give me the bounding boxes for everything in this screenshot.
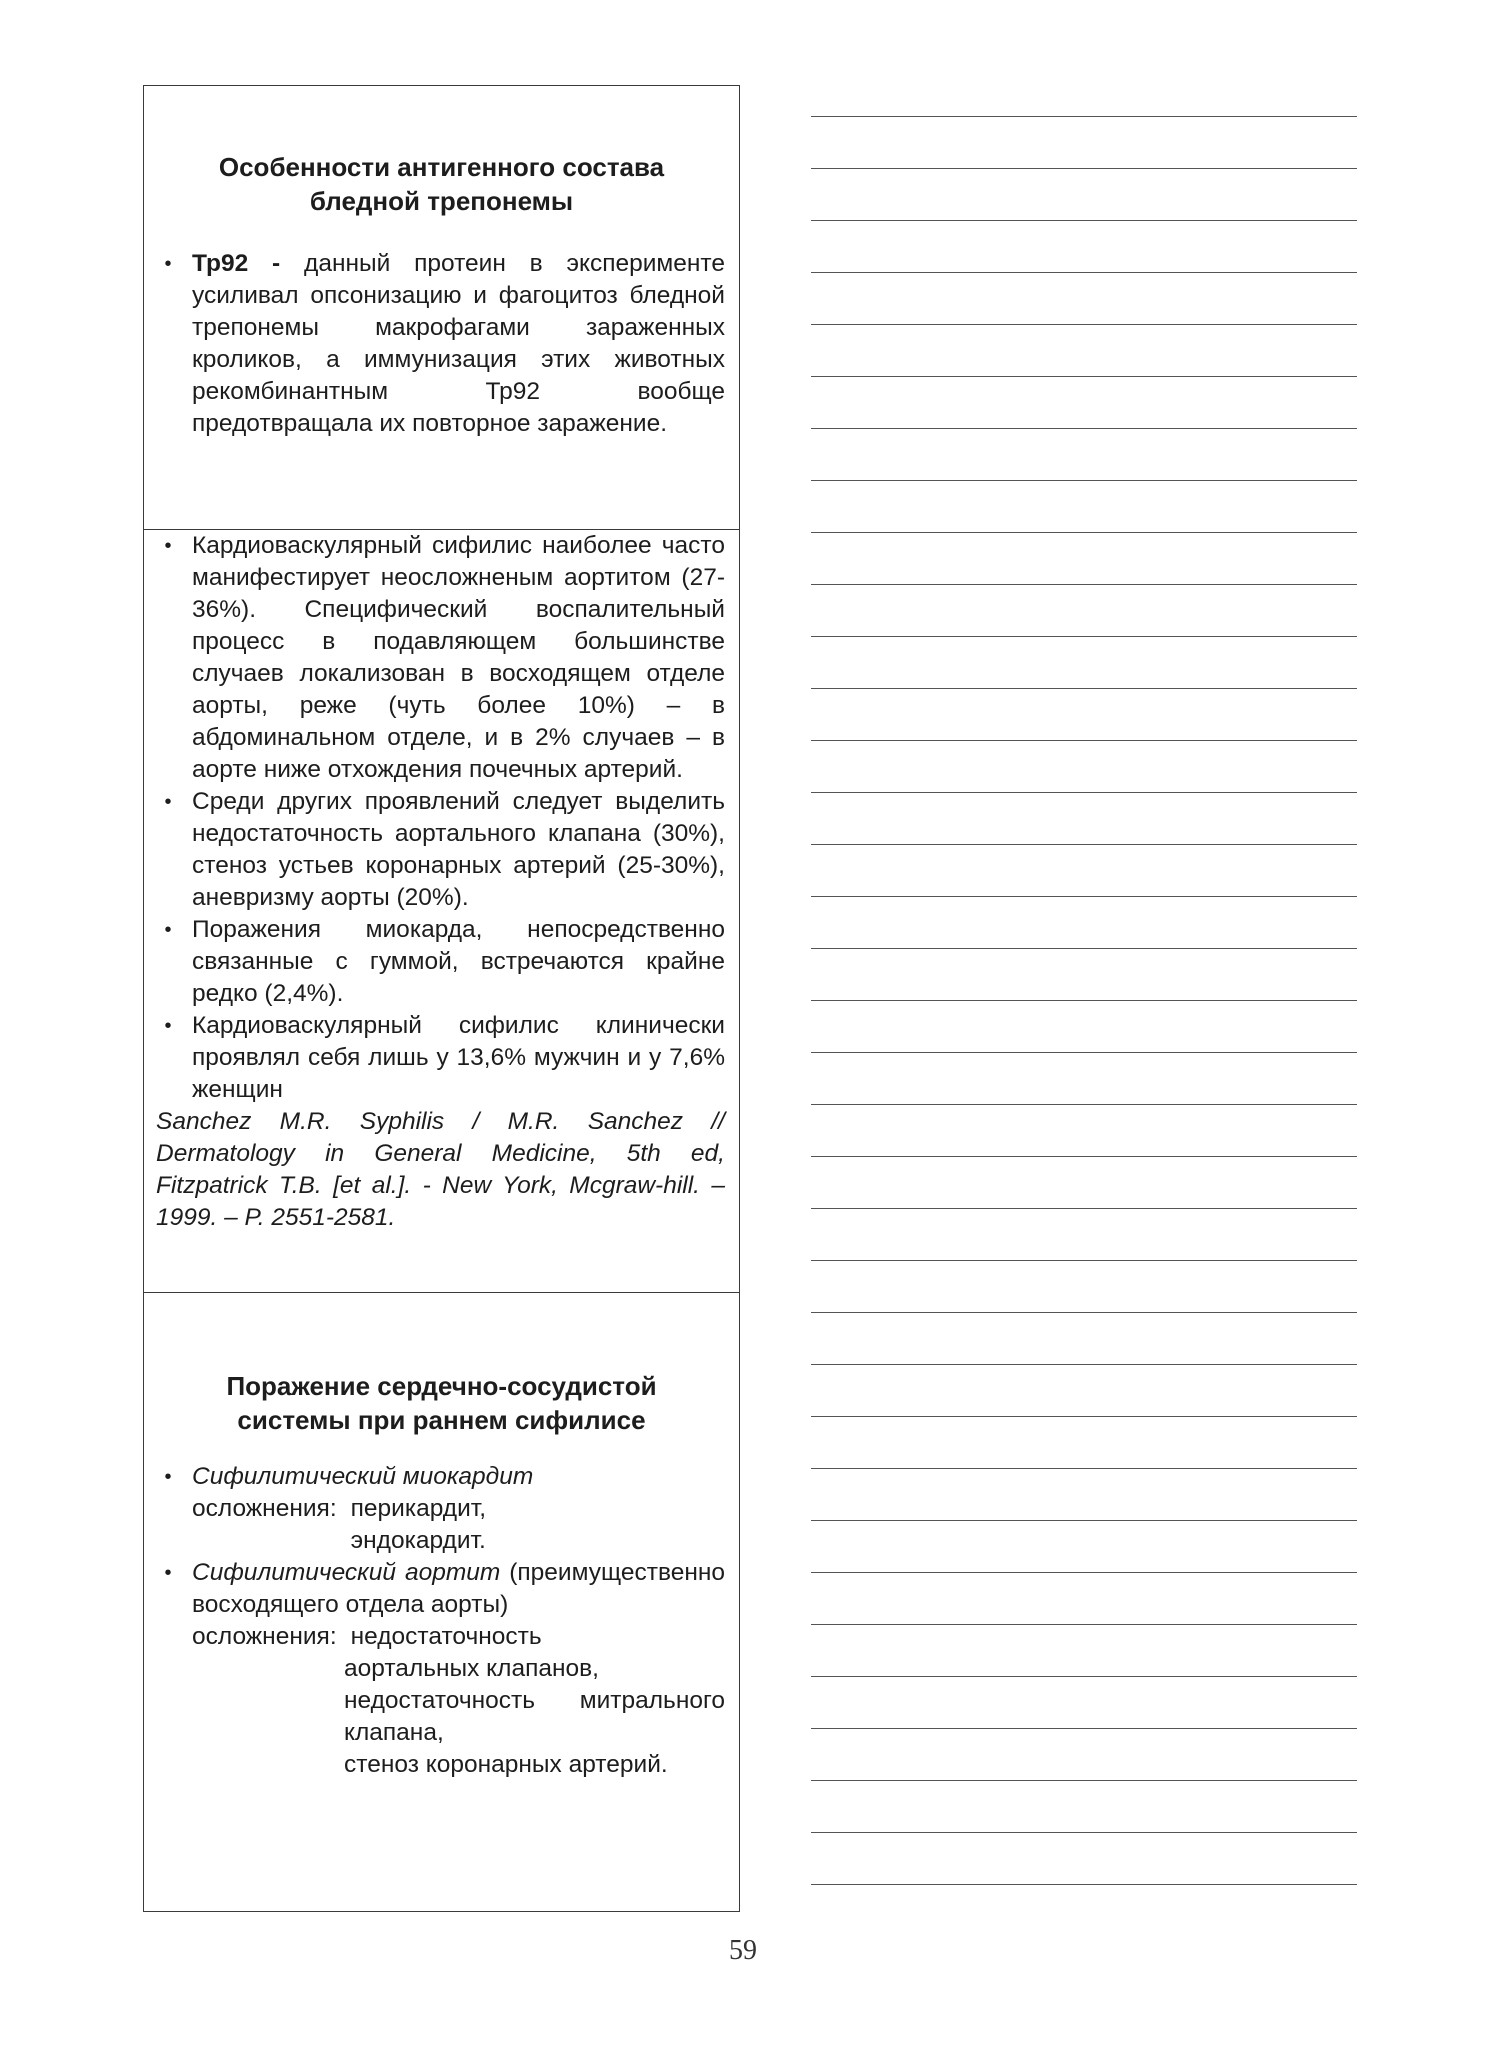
complications-label: осложнения: <box>192 1495 337 1522</box>
note-line <box>811 1260 1357 1261</box>
note-line <box>811 1624 1357 1625</box>
bullet-icon: • <box>164 1562 172 1584</box>
note-line <box>811 116 1357 117</box>
note-line <box>811 1208 1357 1209</box>
note-line <box>811 376 1357 377</box>
early-syphilis-section <box>143 1292 740 1912</box>
note-line <box>811 1364 1357 1365</box>
note-line <box>811 1468 1357 1469</box>
complication-value: перикардит, <box>350 1495 487 1522</box>
aortitis-item <box>144 1557 739 1653</box>
complication-value: эндокардит. <box>350 1527 486 1554</box>
bullet-icon: • <box>164 1466 172 1488</box>
note-line <box>811 428 1357 429</box>
note-line <box>811 1572 1357 1573</box>
cardiovascular-facts-section <box>143 529 740 1293</box>
bullet-icon: • <box>164 791 172 813</box>
complication-value: стеноз коронарных артерий. <box>344 1751 668 1778</box>
note-line <box>811 1416 1357 1417</box>
note-line <box>811 1780 1357 1781</box>
note-line <box>811 948 1357 949</box>
early-title-line-1: Поражение сердечно-сосудистой <box>226 1371 657 1401</box>
early-syphilis-title <box>144 1369 739 1437</box>
complications-label: осложнения: <box>192 1623 337 1650</box>
cardio-item-3 <box>144 914 739 1010</box>
cardio-item-1 <box>144 530 739 786</box>
note-line <box>811 272 1357 273</box>
bullet-icon: • <box>164 1015 172 1037</box>
myocarditis-item <box>144 1461 739 1557</box>
antigen-title-line-1: Особенности антигенного состава <box>218 152 665 182</box>
note-line <box>811 1156 1357 1157</box>
complication-value: недостаточность <box>350 1623 542 1650</box>
note-line <box>811 1312 1357 1313</box>
cardio-item-2 <box>144 786 739 914</box>
note-line <box>811 1104 1357 1105</box>
note-line <box>811 324 1357 325</box>
aortitis-name: Сифилитический аортит <box>192 1559 501 1586</box>
note-line <box>811 896 1357 897</box>
early-title-line-2: системы при раннем сифилисе <box>237 1405 646 1435</box>
myocarditis-complications <box>192 1493 725 1557</box>
complication-value: аортальных клапанов, <box>344 1655 599 1682</box>
antigen-section <box>143 85 740 530</box>
cardio-item-4-text: Кардиоваскулярный сифилис клинически проявлял себя лишь у 13,6% мужчин и у 7,6% женщин <box>192 1012 725 1103</box>
note-line <box>811 1000 1357 1001</box>
note-line <box>811 480 1357 481</box>
cardio-item-1-text: Кардиоваскулярный сифилис наиболее часто манифестирует неосложненым аортитом (27-36%). Специфический воспалительный процесс в подавляющем большинстве случаев локализован в восходящем отделе аорты, реже (чуть более 10%) – в абдоминальном отделе, и в 2% случаев – в аорте ниже отхождения почечных артерий. <box>192 532 725 783</box>
myocarditis-name: Сифилитический миокардит <box>192 1463 534 1490</box>
note-line <box>811 584 1357 585</box>
note-line <box>811 1832 1357 1833</box>
antigen-section-title <box>144 150 739 218</box>
complication-value: недостаточность митрального клапана, <box>344 1687 725 1746</box>
note-line <box>811 740 1357 741</box>
bullet-icon: • <box>164 919 172 941</box>
cardio-item-4 <box>144 1010 739 1106</box>
tp92-text: данный протеин в эксперименте усиливал опсонизацию и фагоцитоз бледной трепонемы макрофагами зараженных кроликов, а иммунизация этих животных рекомбинантным Тр92 вообще предотвращала их повторное заражение. <box>192 250 726 437</box>
note-line <box>811 168 1357 169</box>
note-line <box>811 220 1357 221</box>
cardio-item-2-text: Среди других проявлений следует выделить недостаточность аортального клапана (30%), стеноз устьев коронарных артерий (25-30%), аневризму аорты (20%). <box>192 788 725 911</box>
note-line <box>811 1676 1357 1677</box>
note-line <box>811 1520 1357 1521</box>
note-line <box>811 792 1357 793</box>
bullet-icon: • <box>164 253 172 275</box>
note-line <box>811 688 1357 689</box>
aortitis-description: (преимущественно восходящего отдела аорты) <box>192 1559 726 1618</box>
page-number: 59 <box>729 1935 757 1966</box>
tp92-lead: Тр92 - <box>192 250 281 277</box>
note-line <box>811 1884 1357 1885</box>
aortitis-complications <box>192 1621 725 1653</box>
note-line <box>811 636 1357 637</box>
cardio-item-3-text: Поражения миокарда, непосредственно связанные с гуммой, встречаются крайне редко (2,4%). <box>192 916 725 1007</box>
note-line <box>811 1728 1357 1729</box>
antigen-title-line-2: бледной трепонемы <box>309 186 574 216</box>
bullet-icon: • <box>164 535 172 557</box>
note-line <box>811 532 1357 533</box>
reference-citation: Sanchez M.R. Syphilis / M.R. Sanchez // Dermatology in General Medicine, 5th ed, Fitzpatrick T.B. [et al.]. - New York, Mcgraw-hill. – 1999. – P. 2551-2581. <box>156 1108 725 1231</box>
tp92-item <box>144 248 739 440</box>
aortitis-complication-list <box>144 1653 739 1781</box>
note-line <box>811 844 1357 845</box>
note-line <box>811 1052 1357 1053</box>
